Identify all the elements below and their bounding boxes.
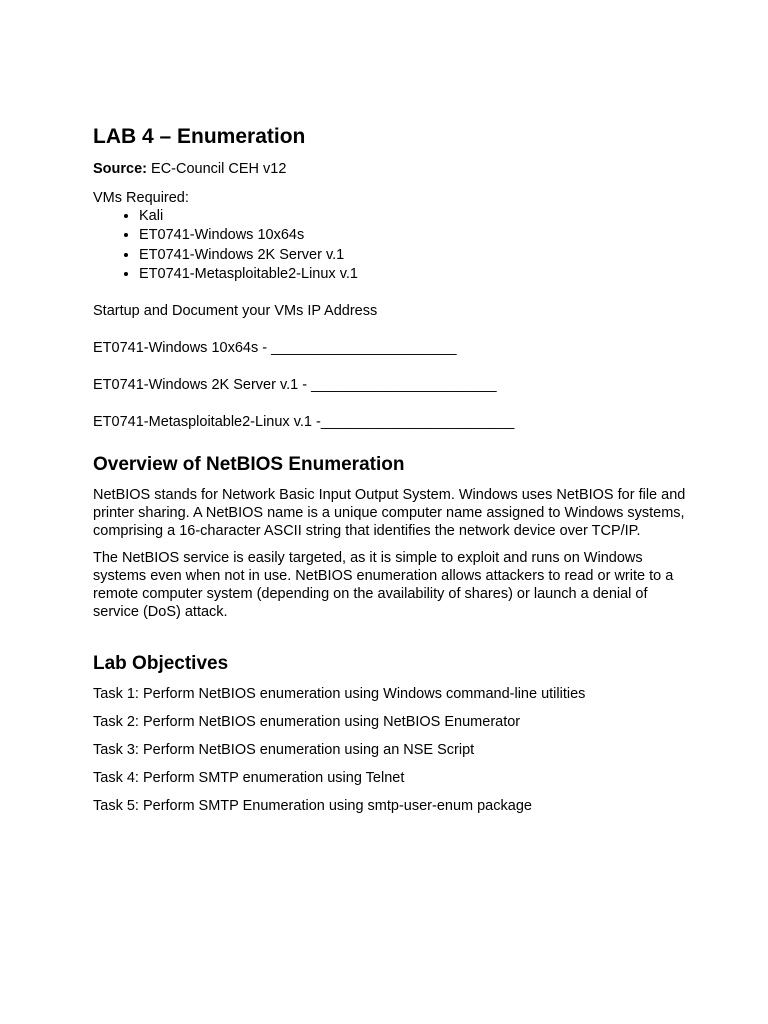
lab-title: LAB 4 – Enumeration xyxy=(93,125,306,148)
vm-list-item: • ET0741-Windows 10x64s xyxy=(139,226,693,245)
document-page xyxy=(93,120,693,815)
task-item: Task 3: Perform NetBIOS enumeration using an NSE Script xyxy=(93,742,475,759)
objectives-heading: Lab Objectives xyxy=(93,653,229,675)
task-item: Task 2: Perform NetBIOS enumeration using NetBIOS Enumerator xyxy=(93,714,521,731)
vms-required-label: VMs Required: xyxy=(93,190,189,206)
overview-paragraph-1: NetBIOS stands for Network Basic Input Output System. Windows uses NetBIOS for file and printer sharing. A NetBIOS name is a unique computer name assigned to Windows systems, comprising a 16-character ASCII string that identifies the network device over TCP/IP. xyxy=(93,487,686,540)
vm-list xyxy=(93,207,693,284)
overview-heading: Overview of NetBIOS Enumeration xyxy=(93,454,405,476)
task-item: Task 1: Perform NetBIOS enumeration using Windows command-line utilities xyxy=(93,686,586,703)
overview-paragraph-2: The NetBIOS service is easily targeted, as it is simple to exploit and runs on Windows systems even when not in use. NetBIOS enumeration allows attackers to read or write to a remote computer system (depending on the availability of shares) or launch a denial of service (DoS) attack. xyxy=(93,550,674,621)
ip-line-windows10: ET0741-Windows 10x64s - _______________________ xyxy=(93,340,457,357)
source-line xyxy=(93,160,693,178)
vm-list-item: • Kali xyxy=(139,207,693,226)
ip-line-metasploitable: ET0741-Metasploitable2-Linux v.1 -________________________ xyxy=(93,414,515,431)
vm-list-item: • ET0741-Windows 2K Server v.1 xyxy=(139,246,693,265)
task-item: Task 4: Perform SMTP enumeration using Telnet xyxy=(93,770,405,787)
source-value: EC-Council CEH v12 xyxy=(147,161,287,177)
startup-instruction: Startup and Document your VMs IP Address xyxy=(93,303,378,320)
vm-list-item: • ET0741-Metasploitable2-Linux v.1 xyxy=(139,265,693,284)
ip-line-windows2k: ET0741-Windows 2K Server v.1 - _______________________ xyxy=(93,377,497,394)
source-label: Source: xyxy=(93,161,147,177)
task-item: Task 5: Perform SMTP Enumeration using smtp-user-enum package xyxy=(93,798,532,815)
